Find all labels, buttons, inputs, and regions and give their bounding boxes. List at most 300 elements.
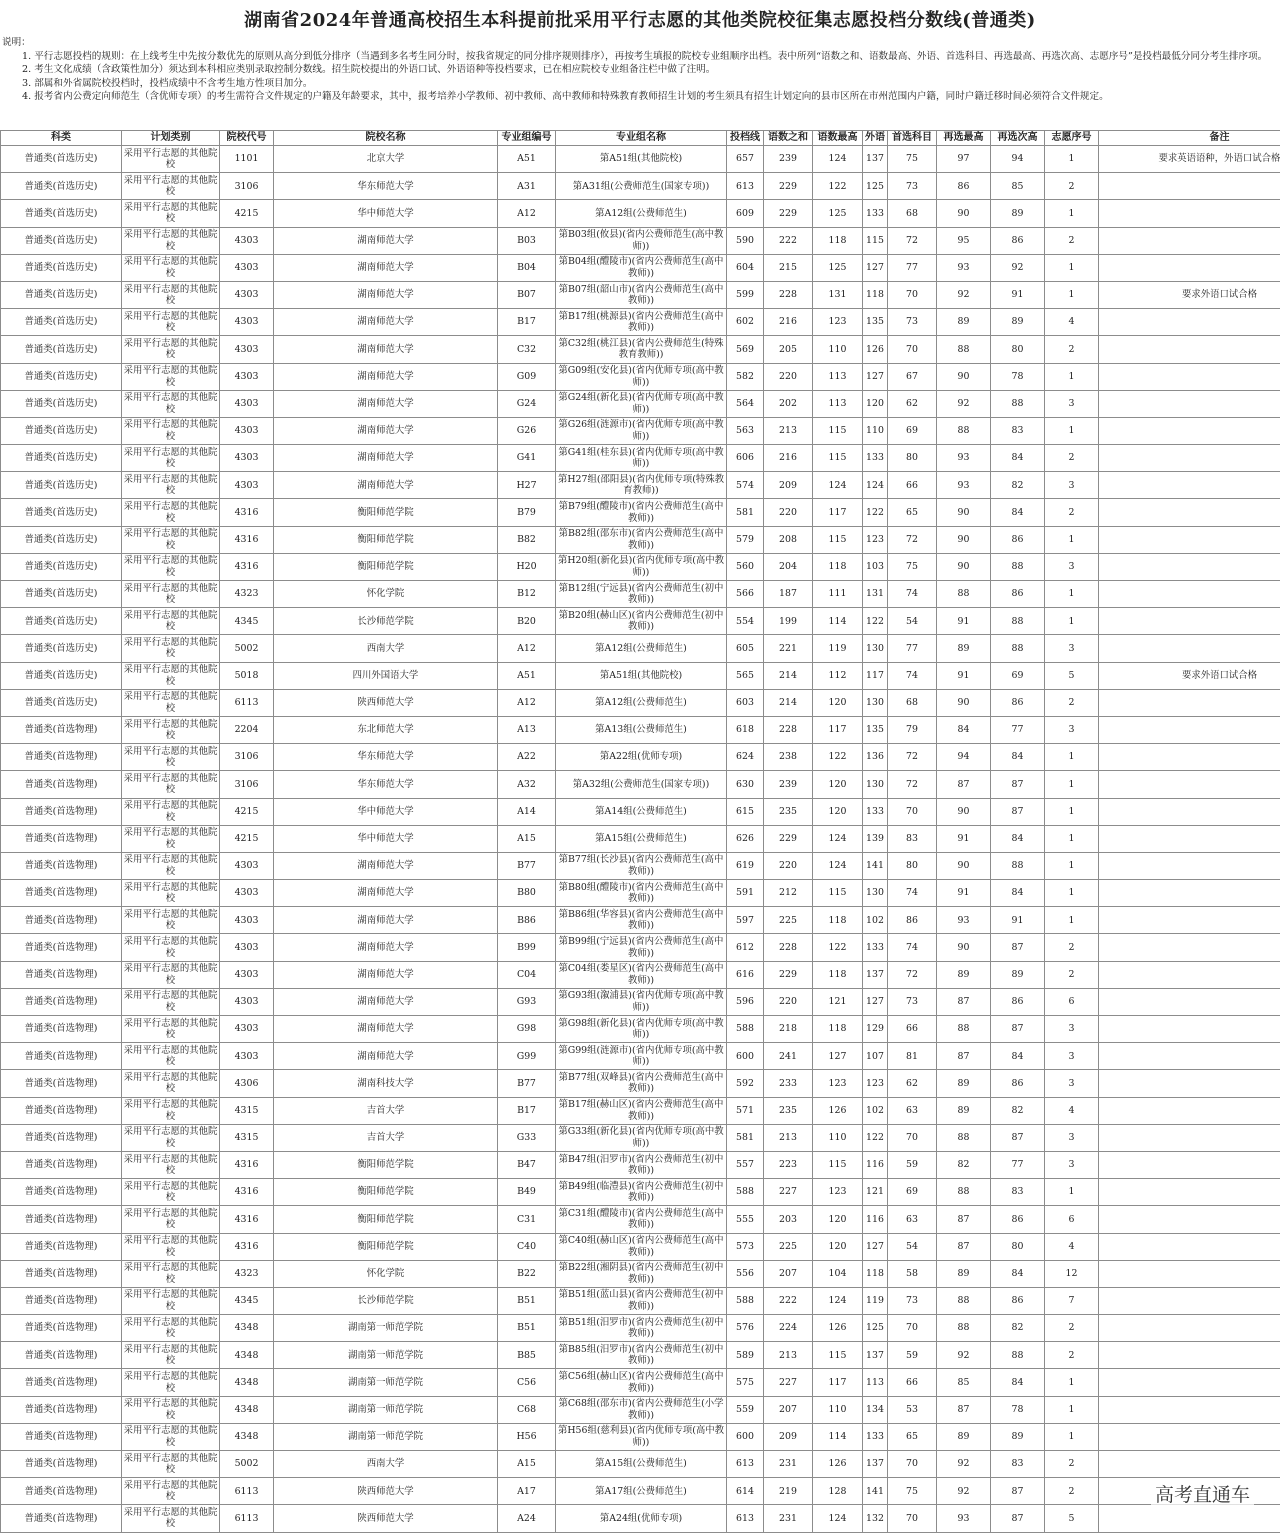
reselect-second-cell: 84 [991, 825, 1045, 852]
group-name-cell: 第A12组(公费师范生) [556, 635, 727, 662]
group-code-cell: B03 [498, 227, 556, 254]
school-name-cell: 湖南第一师范学院 [274, 1369, 498, 1396]
chinese-math-max-cell: 126 [813, 1315, 863, 1342]
preference-order-cell: 5 [1045, 1505, 1099, 1532]
plan-type-cell: 采用平行志愿的其他院校 [122, 254, 220, 281]
group-name-cell: 第A51组(其他院校) [556, 662, 727, 689]
foreign-language-cell: 113 [863, 1369, 888, 1396]
reselect-second-cell: 87 [991, 934, 1045, 961]
subject-cell: 普通类(首选物理) [1, 1151, 122, 1178]
group-code-cell: A12 [498, 635, 556, 662]
reselect-max-cell: 89 [937, 1097, 991, 1124]
group-code-cell: G33 [498, 1124, 556, 1151]
preference-order-cell: 2 [1045, 934, 1099, 961]
chinese-math-sum-cell: 228 [764, 281, 813, 308]
group-name-cell: 第G99组(涟源市)(省内优师专项(高中教师)) [556, 1043, 727, 1070]
group-code-cell: C04 [498, 961, 556, 988]
table-row [1, 227, 1280, 254]
cutoff-score-cell: 618 [727, 716, 764, 743]
table-row [1, 662, 1280, 689]
subject-cell: 普通类(首选物理) [1, 771, 122, 798]
plan-type-cell: 采用平行志愿的其他院校 [122, 1097, 220, 1124]
school-name-cell: 湖南师范大学 [274, 934, 498, 961]
school-name-cell: 湖南科技大学 [274, 1070, 498, 1097]
table-row [1, 1097, 1280, 1124]
plan-type-cell: 采用平行志愿的其他院校 [122, 553, 220, 580]
first-subject-cell: 53 [888, 1396, 937, 1423]
reselect-second-cell: 92 [991, 254, 1045, 281]
chinese-math-sum-cell: 208 [764, 526, 813, 553]
school-name-cell: 衡阳师范学院 [274, 526, 498, 553]
foreign-language-cell: 127 [863, 988, 888, 1015]
school-name-cell: 吉首大学 [274, 1124, 498, 1151]
chinese-math-sum-cell: 219 [764, 1478, 813, 1505]
table-row [1, 744, 1280, 771]
foreign-language-cell: 110 [863, 417, 888, 444]
foreign-language-cell: 129 [863, 1016, 888, 1043]
first-subject-cell: 70 [888, 1451, 937, 1478]
school-code-cell: 4215 [220, 798, 274, 825]
school-name-cell: 衡阳师范学院 [274, 553, 498, 580]
reselect-max-cell: 88 [937, 1124, 991, 1151]
remarks-cell: 要求英语语种，外语口试合格 [1099, 146, 1280, 173]
preference-order-cell: 4 [1045, 1097, 1099, 1124]
group-name-cell: 第B49组(临澧县)(省内公费师范生(初中教师)) [556, 1179, 727, 1206]
chinese-math-sum-cell: 214 [764, 662, 813, 689]
first-subject-cell: 69 [888, 1179, 937, 1206]
remarks-cell [1099, 472, 1280, 499]
reselect-max-cell: 91 [937, 825, 991, 852]
cutoff-score-cell: 557 [727, 1151, 764, 1178]
group-code-cell: A22 [498, 744, 556, 771]
school-name-cell: 陕西师范大学 [274, 1505, 498, 1532]
reselect-max-cell: 82 [937, 1151, 991, 1178]
school-code-cell: 4316 [220, 1179, 274, 1206]
first-subject-cell: 72 [888, 526, 937, 553]
cutoff-score-cell: 614 [727, 1478, 764, 1505]
cutoff-score-cell: 624 [727, 744, 764, 771]
cutoff-score-cell: 604 [727, 254, 764, 281]
cutoff-score-cell: 616 [727, 961, 764, 988]
group-name-cell: 第B22组(湘阴县)(省内公费师范生(初中教师)) [556, 1260, 727, 1287]
chinese-math-sum-cell: 231 [764, 1505, 813, 1532]
first-subject-cell: 72 [888, 227, 937, 254]
subject-cell: 普通类(首选物理) [1, 825, 122, 852]
table-row [1, 1016, 1280, 1043]
reselect-max-cell: 85 [937, 1369, 991, 1396]
preference-order-cell: 1 [1045, 1396, 1099, 1423]
subject-cell: 普通类(首选历史) [1, 526, 122, 553]
remarks-cell [1099, 1369, 1280, 1396]
chinese-math-sum-cell: 235 [764, 798, 813, 825]
remarks-cell [1099, 1287, 1280, 1314]
chinese-math-sum-cell: 239 [764, 146, 813, 173]
table-row [1, 363, 1280, 390]
chinese-math-sum-cell: 229 [764, 173, 813, 200]
first-subject-cell: 54 [888, 608, 937, 635]
cutoff-score-cell: 603 [727, 689, 764, 716]
chinese-math-sum-cell: 221 [764, 635, 813, 662]
preference-order-cell: 6 [1045, 988, 1099, 1015]
column-header: 院校代号 [220, 131, 274, 146]
foreign-language-cell: 125 [863, 173, 888, 200]
chinese-math-max-cell: 131 [813, 281, 863, 308]
school-code-cell: 3106 [220, 173, 274, 200]
chinese-math-max-cell: 120 [813, 771, 863, 798]
table-header-row [1, 131, 1280, 146]
column-header: 备注 [1099, 131, 1280, 146]
plan-type-cell: 采用平行志愿的其他院校 [122, 1151, 220, 1178]
first-subject-cell: 67 [888, 363, 937, 390]
chinese-math-sum-cell: 222 [764, 227, 813, 254]
reselect-max-cell: 89 [937, 1260, 991, 1287]
reselect-max-cell: 90 [937, 499, 991, 526]
plan-type-cell: 采用平行志愿的其他院校 [122, 499, 220, 526]
chinese-math-max-cell: 111 [813, 581, 863, 608]
first-subject-cell: 77 [888, 254, 937, 281]
chinese-math-max-cell: 118 [813, 961, 863, 988]
plan-type-cell: 采用平行志愿的其他院校 [122, 744, 220, 771]
school-name-cell: 湖南第一师范学院 [274, 1423, 498, 1450]
preference-order-cell: 3 [1045, 1151, 1099, 1178]
remarks-cell [1099, 1233, 1280, 1260]
group-name-cell: 第C31组(醴陵市)(省内公费师范生(高中教师)) [556, 1206, 727, 1233]
preference-order-cell: 6 [1045, 1206, 1099, 1233]
chinese-math-max-cell: 120 [813, 1233, 863, 1260]
subject-cell: 普通类(首选物理) [1, 1070, 122, 1097]
reselect-second-cell: 86 [991, 1070, 1045, 1097]
chinese-math-sum-cell: 225 [764, 907, 813, 934]
group-name-cell: 第H27组(邵阳县)(省内优师专项(特殊教育教师)) [556, 472, 727, 499]
school-code-cell: 5002 [220, 635, 274, 662]
group-name-cell: 第A22组(优师专项) [556, 744, 727, 771]
first-subject-cell: 73 [888, 1287, 937, 1314]
remarks-cell [1099, 173, 1280, 200]
reselect-max-cell: 93 [937, 254, 991, 281]
preference-order-cell: 2 [1045, 445, 1099, 472]
group-name-cell: 第A12组(公费师范生) [556, 689, 727, 716]
chinese-math-max-cell: 125 [813, 200, 863, 227]
table-row [1, 526, 1280, 553]
school-name-cell: 湖南第一师范学院 [274, 1396, 498, 1423]
chinese-math-max-cell: 126 [813, 1097, 863, 1124]
subject-cell: 普通类(首选历史) [1, 689, 122, 716]
cutoff-score-cell: 566 [727, 581, 764, 608]
school-code-cell: 1101 [220, 146, 274, 173]
subject-cell: 普通类(首选历史) [1, 227, 122, 254]
group-name-cell: 第B51组(蓝山县)(省内公费师范生(初中教师)) [556, 1287, 727, 1314]
school-code-cell: 4323 [220, 581, 274, 608]
remarks-cell [1099, 526, 1280, 553]
reselect-max-cell: 91 [937, 608, 991, 635]
subject-cell: 普通类(首选历史) [1, 635, 122, 662]
reselect-max-cell: 90 [937, 934, 991, 961]
subject-cell: 普通类(首选历史) [1, 553, 122, 580]
foreign-language-cell: 137 [863, 1342, 888, 1369]
chinese-math-max-cell: 112 [813, 662, 863, 689]
subject-cell: 普通类(首选历史) [1, 336, 122, 363]
foreign-language-cell: 141 [863, 1478, 888, 1505]
reselect-second-cell: 89 [991, 961, 1045, 988]
subject-cell: 普通类(首选历史) [1, 445, 122, 472]
school-code-cell: 4316 [220, 1206, 274, 1233]
foreign-language-cell: 133 [863, 200, 888, 227]
group-code-cell: G93 [498, 988, 556, 1015]
school-code-cell: 4345 [220, 1287, 274, 1314]
cutoff-score-cell: 563 [727, 417, 764, 444]
page-title: 湖南省2024年普通高校招生本科提前批采用平行志愿的其他类院校征集志愿投档分数线(普通类) [244, 10, 1036, 31]
first-subject-cell: 86 [888, 907, 937, 934]
preference-order-cell: 12 [1045, 1260, 1099, 1287]
chinese-math-max-cell: 123 [813, 1070, 863, 1097]
subject-cell: 普通类(首选历史) [1, 499, 122, 526]
school-name-cell: 湖南师范大学 [274, 1043, 498, 1070]
group-name-cell: 第C68组(邵东市)(省内公费师范生(小学教师)) [556, 1396, 727, 1423]
chinese-math-max-cell: 124 [813, 825, 863, 852]
school-code-cell: 4316 [220, 1151, 274, 1178]
chinese-math-sum-cell: 218 [764, 1016, 813, 1043]
plan-type-cell: 采用平行志愿的其他院校 [122, 227, 220, 254]
chinese-math-max-cell: 115 [813, 1151, 863, 1178]
cutoff-score-cell: 596 [727, 988, 764, 1015]
chinese-math-sum-cell: 209 [764, 472, 813, 499]
subject-cell: 普通类(首选物理) [1, 988, 122, 1015]
reselect-max-cell: 88 [937, 417, 991, 444]
table-row [1, 146, 1280, 173]
remarks-cell [1099, 1206, 1280, 1233]
cutoff-score-cell: 575 [727, 1369, 764, 1396]
remarks-cell [1099, 363, 1280, 390]
reselect-max-cell: 90 [937, 689, 991, 716]
subject-cell: 普通类(首选物理) [1, 1179, 122, 1206]
remarks-cell [1099, 445, 1280, 472]
plan-type-cell: 采用平行志愿的其他院校 [122, 1206, 220, 1233]
table-row [1, 1124, 1280, 1151]
remarks-cell [1099, 1097, 1280, 1124]
preference-order-cell: 3 [1045, 1070, 1099, 1097]
school-code-cell: 4348 [220, 1369, 274, 1396]
cutoff-score-cell: 615 [727, 798, 764, 825]
preference-order-cell: 2 [1045, 499, 1099, 526]
group-code-cell: B77 [498, 852, 556, 879]
subject-cell: 普通类(首选物理) [1, 1233, 122, 1260]
plan-type-cell: 采用平行志愿的其他院校 [122, 608, 220, 635]
remarks-cell [1099, 200, 1280, 227]
table-row [1, 1478, 1280, 1505]
subject-cell: 普通类(首选历史) [1, 281, 122, 308]
reselect-max-cell: 92 [937, 1342, 991, 1369]
plan-type-cell: 采用平行志愿的其他院校 [122, 1043, 220, 1070]
cutoff-score-cell: 591 [727, 880, 764, 907]
reselect-second-cell: 86 [991, 689, 1045, 716]
table-row [1, 1505, 1280, 1532]
first-subject-cell: 59 [888, 1151, 937, 1178]
plan-type-cell: 采用平行志愿的其他院校 [122, 852, 220, 879]
column-header: 首选科目 [888, 131, 937, 146]
table-row [1, 417, 1280, 444]
cutoff-score-cell: 612 [727, 934, 764, 961]
first-subject-cell: 68 [888, 689, 937, 716]
remarks-cell [1099, 1070, 1280, 1097]
remarks-cell [1099, 254, 1280, 281]
cutoff-score-cell: 574 [727, 472, 764, 499]
table-body [1, 146, 1280, 1533]
reselect-max-cell: 84 [937, 716, 991, 743]
cutoff-score-cell: 582 [727, 363, 764, 390]
table-row [1, 254, 1280, 281]
cutoff-score-cell: 588 [727, 1179, 764, 1206]
group-code-cell: A12 [498, 689, 556, 716]
subject-cell: 普通类(首选物理) [1, 852, 122, 879]
subject-cell: 普通类(首选物理) [1, 1315, 122, 1342]
remarks-cell [1099, 1016, 1280, 1043]
first-subject-cell: 75 [888, 1478, 937, 1505]
group-code-cell: C31 [498, 1206, 556, 1233]
school-name-cell: 华中师范大学 [274, 798, 498, 825]
notes-heading: 说明： [2, 37, 31, 48]
foreign-language-cell: 133 [863, 934, 888, 961]
preference-order-cell: 3 [1045, 635, 1099, 662]
school-name-cell: 陕西师范大学 [274, 689, 498, 716]
group-name-cell: 第C04组(娄星区)(省内公费师范生(高中教师)) [556, 961, 727, 988]
cutoff-score-cell: 613 [727, 1505, 764, 1532]
school-code-cell: 5002 [220, 1451, 274, 1478]
chinese-math-sum-cell: 235 [764, 1097, 813, 1124]
preference-order-cell: 3 [1045, 553, 1099, 580]
foreign-language-cell: 116 [863, 1151, 888, 1178]
school-code-cell: 4303 [220, 336, 274, 363]
cutoff-score-cell: 555 [727, 1206, 764, 1233]
chinese-math-max-cell: 115 [813, 445, 863, 472]
chinese-math-max-cell: 124 [813, 1287, 863, 1314]
school-name-cell: 湖南师范大学 [274, 336, 498, 363]
table-row [1, 1043, 1280, 1070]
first-subject-cell: 73 [888, 309, 937, 336]
subject-cell: 普通类(首选物理) [1, 1016, 122, 1043]
table-row [1, 1369, 1280, 1396]
reselect-second-cell: 84 [991, 880, 1045, 907]
reselect-max-cell: 87 [937, 1396, 991, 1423]
remarks-cell [1099, 689, 1280, 716]
school-name-cell: 湖南师范大学 [274, 363, 498, 390]
subject-cell: 普通类(首选物理) [1, 1369, 122, 1396]
remarks-cell [1099, 961, 1280, 988]
preference-order-cell: 4 [1045, 1233, 1099, 1260]
reselect-max-cell: 87 [937, 771, 991, 798]
group-name-cell: 第B04组(醴陵市)(省内公费师范生(高中教师)) [556, 254, 727, 281]
subject-cell: 普通类(首选历史) [1, 173, 122, 200]
table-row [1, 336, 1280, 363]
reselect-max-cell: 89 [937, 1070, 991, 1097]
school-name-cell: 吉首大学 [274, 1097, 498, 1124]
group-code-cell: A15 [498, 825, 556, 852]
school-code-cell: 4306 [220, 1070, 274, 1097]
school-code-cell: 4316 [220, 1233, 274, 1260]
school-code-cell: 4303 [220, 988, 274, 1015]
reselect-max-cell: 93 [937, 1505, 991, 1532]
reselect-max-cell: 87 [937, 1233, 991, 1260]
school-code-cell: 4348 [220, 1315, 274, 1342]
chinese-math-max-cell: 120 [813, 798, 863, 825]
remarks-cell [1099, 1342, 1280, 1369]
reselect-second-cell: 87 [991, 1124, 1045, 1151]
school-name-cell: 衡阳师范学院 [274, 1179, 498, 1206]
chinese-math-sum-cell: 225 [764, 1233, 813, 1260]
reselect-second-cell: 83 [991, 1451, 1045, 1478]
remarks-cell [1099, 227, 1280, 254]
cutoff-score-cell: 564 [727, 390, 764, 417]
school-code-cell: 4348 [220, 1342, 274, 1369]
first-subject-cell: 74 [888, 662, 937, 689]
chinese-math-max-cell: 128 [813, 1478, 863, 1505]
school-name-cell: 长沙师范学院 [274, 1287, 498, 1314]
chinese-math-sum-cell: 213 [764, 1124, 813, 1151]
chinese-math-max-cell: 120 [813, 1206, 863, 1233]
school-name-cell: 西南大学 [274, 1451, 498, 1478]
table-row [1, 961, 1280, 988]
reselect-max-cell: 88 [937, 336, 991, 363]
reselect-second-cell: 84 [991, 1043, 1045, 1070]
table-row [1, 281, 1280, 308]
subject-cell: 普通类(首选物理) [1, 1206, 122, 1233]
chinese-math-max-cell: 118 [813, 1016, 863, 1043]
plan-type-cell: 采用平行志愿的其他院校 [122, 798, 220, 825]
chinese-math-sum-cell: 199 [764, 608, 813, 635]
reselect-max-cell: 88 [937, 1016, 991, 1043]
cutoff-score-cell: 600 [727, 1043, 764, 1070]
group-code-cell: G41 [498, 445, 556, 472]
group-code-cell: C56 [498, 1369, 556, 1396]
cutoff-score-cell: 554 [727, 608, 764, 635]
foreign-language-cell: 135 [863, 309, 888, 336]
chinese-math-sum-cell: 204 [764, 553, 813, 580]
group-code-cell: B47 [498, 1151, 556, 1178]
group-name-cell: 第A24组(优师专项) [556, 1505, 727, 1532]
school-name-cell: 陕西师范大学 [274, 1478, 498, 1505]
plan-type-cell: 采用平行志愿的其他院校 [122, 880, 220, 907]
chinese-math-max-cell: 118 [813, 553, 863, 580]
group-code-cell: A13 [498, 716, 556, 743]
table-row [1, 200, 1280, 227]
notes-section [2, 36, 1278, 104]
cutoff-score-cell: 657 [727, 146, 764, 173]
remarks-cell [1099, 1423, 1280, 1450]
remarks-cell [1099, 1043, 1280, 1070]
chinese-math-max-cell: 110 [813, 1124, 863, 1151]
foreign-language-cell: 137 [863, 961, 888, 988]
table-row [1, 716, 1280, 743]
school-name-cell: 衡阳师范学院 [274, 1206, 498, 1233]
reselect-second-cell: 69 [991, 662, 1045, 689]
chinese-math-max-cell: 114 [813, 1423, 863, 1450]
preference-order-cell: 2 [1045, 1478, 1099, 1505]
subject-cell: 普通类(首选物理) [1, 1396, 122, 1423]
reselect-max-cell: 90 [937, 798, 991, 825]
remarks-cell [1099, 1124, 1280, 1151]
reselect-max-cell: 86 [937, 173, 991, 200]
reselect-second-cell: 86 [991, 526, 1045, 553]
cutoff-score-cell: 581 [727, 1124, 764, 1151]
reselect-second-cell: 80 [991, 1233, 1045, 1260]
reselect-second-cell: 89 [991, 200, 1045, 227]
school-code-cell: 4303 [220, 852, 274, 879]
table-row [1, 499, 1280, 526]
table-row [1, 988, 1280, 1015]
group-code-cell: B17 [498, 1097, 556, 1124]
chinese-math-sum-cell: 214 [764, 689, 813, 716]
school-name-cell: 怀化学院 [274, 1260, 498, 1287]
group-code-cell: B49 [498, 1179, 556, 1206]
